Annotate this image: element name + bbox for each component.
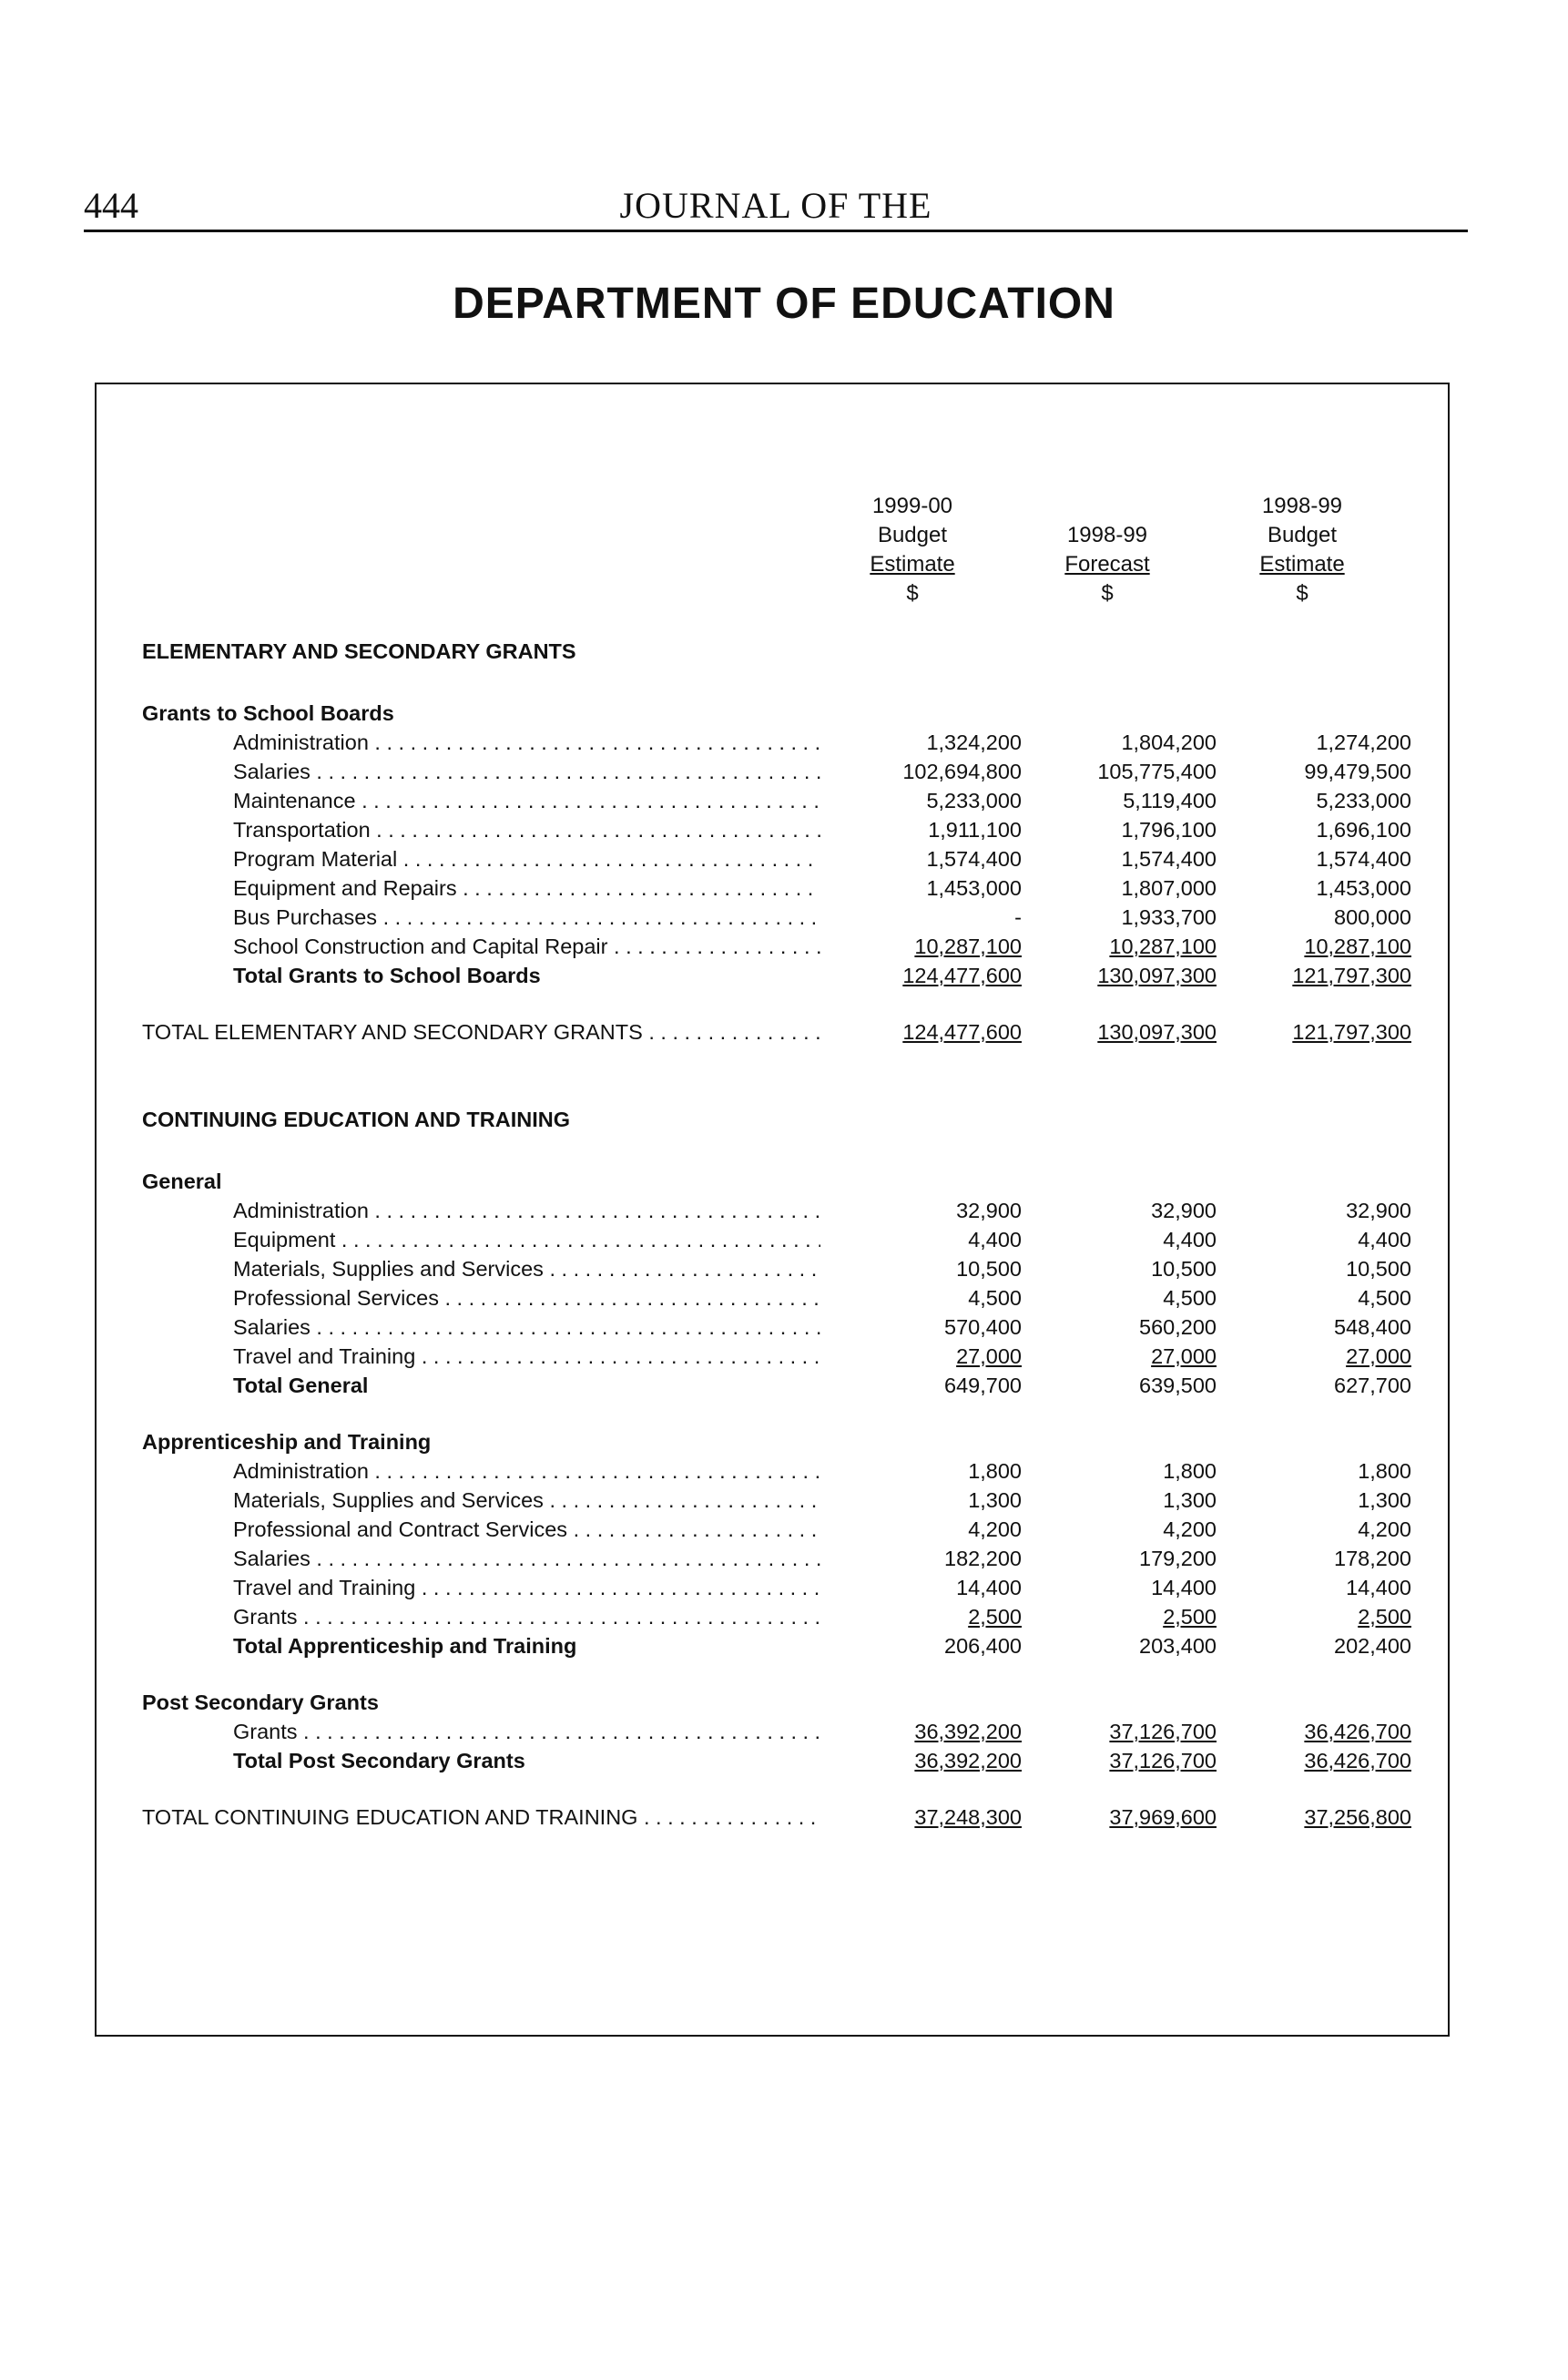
total-row: [142, 1803, 1417, 1831]
row-value-col-3: 36,426,700: [1304, 1749, 1411, 1772]
row-value-col-1: 182,200: [944, 1547, 1022, 1570]
row-value-col-2: 1,796,100: [1121, 818, 1217, 842]
row-value-col-3: 27,000: [1346, 1344, 1411, 1368]
total-row: [142, 1632, 1417, 1660]
row-value-col-2: 10,287,100: [1109, 935, 1217, 958]
row-value-col-2: 1,574,400: [1121, 847, 1217, 871]
row-value-col-3: 10,500: [1346, 1257, 1411, 1281]
section-heading-row: [142, 1106, 1417, 1133]
row-value-col-2: 37,969,600: [1109, 1805, 1217, 1829]
row-value-col-3: 10,287,100: [1304, 935, 1411, 958]
column-header-line: Estimate: [1259, 552, 1345, 577]
row-label: Administration . . .: [233, 1197, 820, 1224]
row-value-col-3: 800,000: [1334, 905, 1411, 929]
row-value-col-1: 4,500: [968, 1286, 1022, 1310]
row-label: Total Grants to School Boards: [233, 964, 541, 987]
table-row: [142, 1255, 1417, 1282]
row-value-col-3: 1,453,000: [1316, 876, 1411, 900]
row-value-col-2: 4,200: [1163, 1517, 1217, 1541]
row-label: Total Post Secondary Grants: [233, 1749, 525, 1772]
row-value-col-2: 639,500: [1139, 1374, 1217, 1397]
row-value-col-3: 36,426,700: [1304, 1720, 1411, 1743]
row-value-col-2: 130,097,300: [1097, 964, 1217, 987]
row-label: Post Secondary Grants: [142, 1691, 379, 1714]
table-row: [142, 1574, 1417, 1601]
table-row: [142, 816, 1417, 843]
table-row: [142, 1284, 1417, 1312]
row-value-col-2: 32,900: [1151, 1199, 1217, 1222]
row-value-col-1: 10,287,100: [914, 935, 1022, 958]
row-value-col-1: 1,453,000: [926, 876, 1022, 900]
row-label: Total Apprenticeship and Training: [233, 1634, 577, 1658]
row-value-col-3: 32,900: [1346, 1199, 1411, 1222]
row-value-col-1: 1,324,200: [926, 730, 1022, 754]
row-label: Equipment . . .: [233, 1226, 820, 1253]
row-label: TOTAL ELEMENTARY AND SECONDARY GRANTS . . .: [142, 1018, 820, 1046]
row-value-col-3: 121,797,300: [1292, 1020, 1411, 1044]
row-label: School Construction and Capital Repair . . .: [233, 933, 820, 960]
table-row: [142, 729, 1417, 756]
row-value-col-1: 1,911,100: [928, 818, 1022, 842]
row-value-col-3: 202,400: [1334, 1634, 1411, 1658]
row-value-col-1: 27,000: [956, 1344, 1022, 1368]
row-label: CONTINUING EDUCATION AND TRAINING: [142, 1108, 570, 1131]
row-value-col-3: 627,700: [1334, 1374, 1411, 1397]
row-value-col-2: 1,300: [1163, 1488, 1217, 1512]
row-value-col-2: 27,000: [1151, 1344, 1217, 1368]
journal-title: JOURNAL OF THE: [619, 185, 932, 226]
row-value-col-1: -: [1014, 905, 1022, 929]
row-value-col-1: 1,300: [968, 1488, 1022, 1512]
table-row: [142, 933, 1417, 960]
table-row: [142, 904, 1417, 931]
column-header-line: Forecast: [1064, 552, 1150, 577]
column-currency: $: [1101, 581, 1114, 606]
row-value-col-2: 1,933,700: [1121, 905, 1217, 929]
table-row: [142, 1197, 1417, 1224]
subsection-heading-row: [142, 1168, 1417, 1195]
column-header-line: Budget: [877, 523, 948, 547]
row-value-col-3: 548,400: [1334, 1315, 1411, 1339]
row-value-col-1: 32,900: [956, 1199, 1022, 1222]
row-label: ELEMENTARY AND SECONDARY GRANTS: [142, 639, 576, 663]
row-label: Bus Purchases . . .: [233, 904, 820, 931]
row-value-col-3: 2,500: [1358, 1605, 1411, 1629]
row-value-col-2: 130,097,300: [1097, 1020, 1217, 1044]
row-value-col-1: 10,500: [956, 1257, 1022, 1281]
column-header-line: [1016, 492, 1198, 521]
row-value-col-3: 4,500: [1358, 1286, 1411, 1310]
row-value-col-2: 14,400: [1151, 1576, 1217, 1599]
row-value-col-3: 5,233,000: [1316, 789, 1411, 812]
row-value-col-3: 121,797,300: [1292, 964, 1411, 987]
row-value-col-1: 124,477,600: [902, 1020, 1022, 1044]
row-value-col-1: 649,700: [944, 1374, 1022, 1397]
row-value-col-3: 1,274,200: [1316, 730, 1411, 754]
row-label: Grants . . .: [233, 1603, 820, 1630]
column-header-line: 1999-00: [871, 494, 953, 518]
column-header-1998-99-forecast: [1016, 492, 1198, 608]
table-row: [142, 1545, 1417, 1572]
row-value-col-2: 5,119,400: [1123, 789, 1217, 812]
row-value-col-1: 36,392,200: [914, 1720, 1022, 1743]
row-label: Salaries . . .: [233, 1313, 820, 1341]
row-value-col-3: 1,300: [1358, 1488, 1411, 1512]
column-header-1999-00-budget-estimate: [821, 492, 1003, 608]
total-row: [142, 1018, 1417, 1046]
row-value-col-2: 1,800: [1163, 1459, 1217, 1483]
row-value-col-2: 37,126,700: [1109, 1749, 1217, 1772]
column-currency: $: [906, 581, 919, 606]
column-header-line: Budget: [1267, 523, 1338, 547]
section-heading-row: [142, 638, 1417, 665]
row-value-col-3: 1,800: [1358, 1459, 1411, 1483]
table-row: [142, 758, 1417, 785]
row-label: Administration . . .: [233, 1457, 820, 1485]
row-value-col-3: 4,400: [1358, 1228, 1411, 1251]
table-row: [142, 1718, 1417, 1745]
table-row: [142, 1486, 1417, 1514]
row-value-col-3: 1,696,100: [1316, 818, 1411, 842]
column-currency: $: [1296, 581, 1308, 606]
row-value-col-2: 10,500: [1151, 1257, 1217, 1281]
row-label: Professional and Contract Services . . .: [233, 1516, 820, 1543]
table-row: [142, 787, 1417, 814]
row-label: Equipment and Repairs . . .: [233, 874, 820, 902]
row-value-col-1: 1,800: [968, 1459, 1022, 1483]
row-value-col-2: 1,807,000: [1121, 876, 1217, 900]
row-value-col-3: 14,400: [1346, 1576, 1411, 1599]
table-row: [142, 1343, 1417, 1370]
subsection-heading-row: [142, 1428, 1417, 1456]
row-label: Administration . . .: [233, 729, 820, 756]
table-row: [142, 845, 1417, 873]
row-label: Materials, Supplies and Services . . .: [233, 1486, 820, 1514]
row-value-col-2: 37,126,700: [1109, 1720, 1217, 1743]
table-row: [142, 1603, 1417, 1630]
row-label: Salaries . . .: [233, 758, 820, 785]
department-title: DEPARTMENT OF EDUCATION: [453, 280, 1115, 328]
row-value-col-1: 4,400: [968, 1228, 1022, 1251]
row-value-col-2: 4,400: [1163, 1228, 1217, 1251]
row-value-col-1: 570,400: [944, 1315, 1022, 1339]
row-value-col-2: 179,200: [1139, 1547, 1217, 1570]
column-header-line: 1998-99: [1261, 494, 1343, 518]
row-value-col-3: 4,200: [1358, 1517, 1411, 1541]
row-value-col-1: 206,400: [944, 1634, 1022, 1658]
total-row: [142, 1747, 1417, 1774]
row-label: Materials, Supplies and Services . . .: [233, 1255, 820, 1282]
column-header-line: 1998-99: [1066, 523, 1148, 547]
row-label: Maintenance . . .: [233, 787, 820, 814]
row-label: Professional Services . . .: [233, 1284, 820, 1312]
row-value-col-2: 203,400: [1139, 1634, 1217, 1658]
row-value-col-1: 37,248,300: [914, 1805, 1022, 1829]
row-value-col-1: 4,200: [968, 1517, 1022, 1541]
table-row: [142, 1457, 1417, 1485]
row-value-col-2: 105,775,400: [1097, 760, 1217, 783]
row-value-col-2: 2,500: [1163, 1605, 1217, 1629]
row-value-col-3: 99,479,500: [1304, 760, 1411, 783]
table-row: [142, 1516, 1417, 1543]
column-header-1998-99-budget-estimate: [1211, 492, 1393, 608]
row-label: Grants . . .: [233, 1718, 820, 1745]
row-value-col-3: 178,200: [1334, 1547, 1411, 1570]
table-row: [142, 1313, 1417, 1341]
subsection-heading-row: [142, 700, 1417, 727]
row-label: General: [142, 1170, 222, 1193]
row-value-col-1: 5,233,000: [926, 789, 1022, 812]
table-row: [142, 1226, 1417, 1253]
page-header: [84, 179, 1468, 232]
row-label: Apprenticeship and Training: [142, 1430, 432, 1454]
table-row: [142, 874, 1417, 902]
column-header-line: Estimate: [870, 552, 955, 577]
row-label: Travel and Training . . .: [233, 1574, 820, 1601]
row-value-col-1: 14,400: [956, 1576, 1022, 1599]
row-label: Program Material . . .: [233, 845, 820, 873]
row-label: Grants to School Boards: [142, 701, 394, 725]
total-row: [142, 962, 1417, 989]
row-value-col-1: 2,500: [968, 1605, 1022, 1629]
row-label: Transportation . . .: [233, 816, 820, 843]
row-value-col-1: 124,477,600: [902, 964, 1022, 987]
row-value-col-1: 1,574,400: [926, 847, 1022, 871]
row-value-col-1: 102,694,800: [902, 760, 1022, 783]
row-value-col-2: 1,804,200: [1121, 730, 1217, 754]
row-value-col-1: 36,392,200: [914, 1749, 1022, 1772]
row-value-col-2: 560,200: [1139, 1315, 1217, 1339]
row-value-col-2: 4,500: [1163, 1286, 1217, 1310]
row-value-col-3: 37,256,800: [1304, 1805, 1411, 1829]
total-row: [142, 1372, 1417, 1399]
row-label: TOTAL CONTINUING EDUCATION AND TRAINING . . .: [142, 1803, 820, 1831]
row-value-col-3: 1,574,400: [1316, 847, 1411, 871]
subsection-heading-row: [142, 1689, 1417, 1716]
row-label: Total General: [233, 1374, 369, 1397]
row-label: Travel and Training . . .: [233, 1343, 820, 1370]
row-label: Salaries . . .: [233, 1545, 820, 1572]
page-number: 444: [84, 185, 138, 226]
